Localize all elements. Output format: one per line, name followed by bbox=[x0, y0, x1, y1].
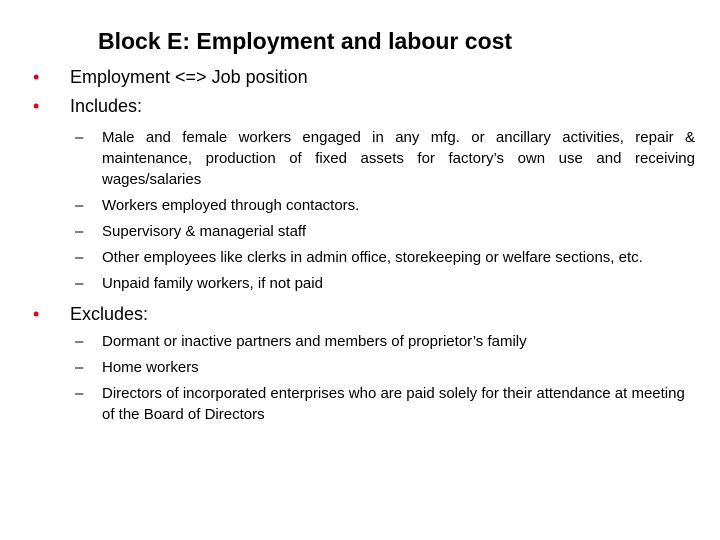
list-item-text: Other employees like clerks in admin office, storekeeping or welfare sections, etc. bbox=[102, 249, 643, 266]
dash-icon: – bbox=[75, 249, 84, 266]
list-item bbox=[75, 195, 695, 216]
list-item bbox=[75, 127, 695, 190]
bullet-employment-text: Employment <=> Job position bbox=[70, 67, 308, 87]
dash-icon: – bbox=[75, 275, 84, 292]
dash-icon: – bbox=[75, 333, 84, 350]
list-item-text: Dormant or inactive partners and members of proprietor’s family bbox=[102, 333, 527, 350]
bullet-icon: • bbox=[33, 67, 40, 87]
dash-icon: – bbox=[75, 129, 84, 146]
bullet-excludes-colon: : bbox=[143, 304, 149, 324]
bullet-icon: • bbox=[33, 96, 40, 116]
list-item-text: Directors of incorporated enterprises who are paid solely for their attendance at meeting of the Board of Directors bbox=[102, 385, 685, 423]
bullet-icon: • bbox=[33, 304, 40, 324]
list-item bbox=[75, 221, 695, 242]
slide-title: Block E: Employment and labour cost bbox=[98, 28, 513, 54]
list-item bbox=[75, 247, 695, 268]
bullet-excludes-label: Excludes bbox=[70, 304, 144, 324]
excludes-list bbox=[75, 331, 695, 430]
dash-icon: – bbox=[75, 197, 84, 214]
includes-list bbox=[75, 127, 695, 299]
list-item-text: Home workers bbox=[102, 359, 199, 376]
bullet-includes-colon: : bbox=[137, 96, 143, 116]
list-item-text: Supervisory & managerial staff bbox=[102, 223, 306, 240]
dash-icon: – bbox=[75, 223, 84, 240]
dash-icon: – bbox=[75, 359, 84, 376]
list-item bbox=[75, 357, 695, 378]
dash-icon: – bbox=[75, 385, 84, 402]
bullet-includes-label: Includes bbox=[70, 96, 138, 116]
list-item-text: Male and female workers engaged in any mfg. or ancillary activities, repair & maintenance, production of fixed assets for factory’s own use and receiving wages/salaries bbox=[102, 129, 695, 188]
list-item bbox=[75, 383, 695, 425]
list-item bbox=[75, 331, 695, 352]
list-item-text: Workers employed through contactors. bbox=[102, 197, 360, 214]
list-item bbox=[75, 273, 695, 294]
list-item-text: Unpaid family workers, if not paid bbox=[102, 275, 323, 292]
